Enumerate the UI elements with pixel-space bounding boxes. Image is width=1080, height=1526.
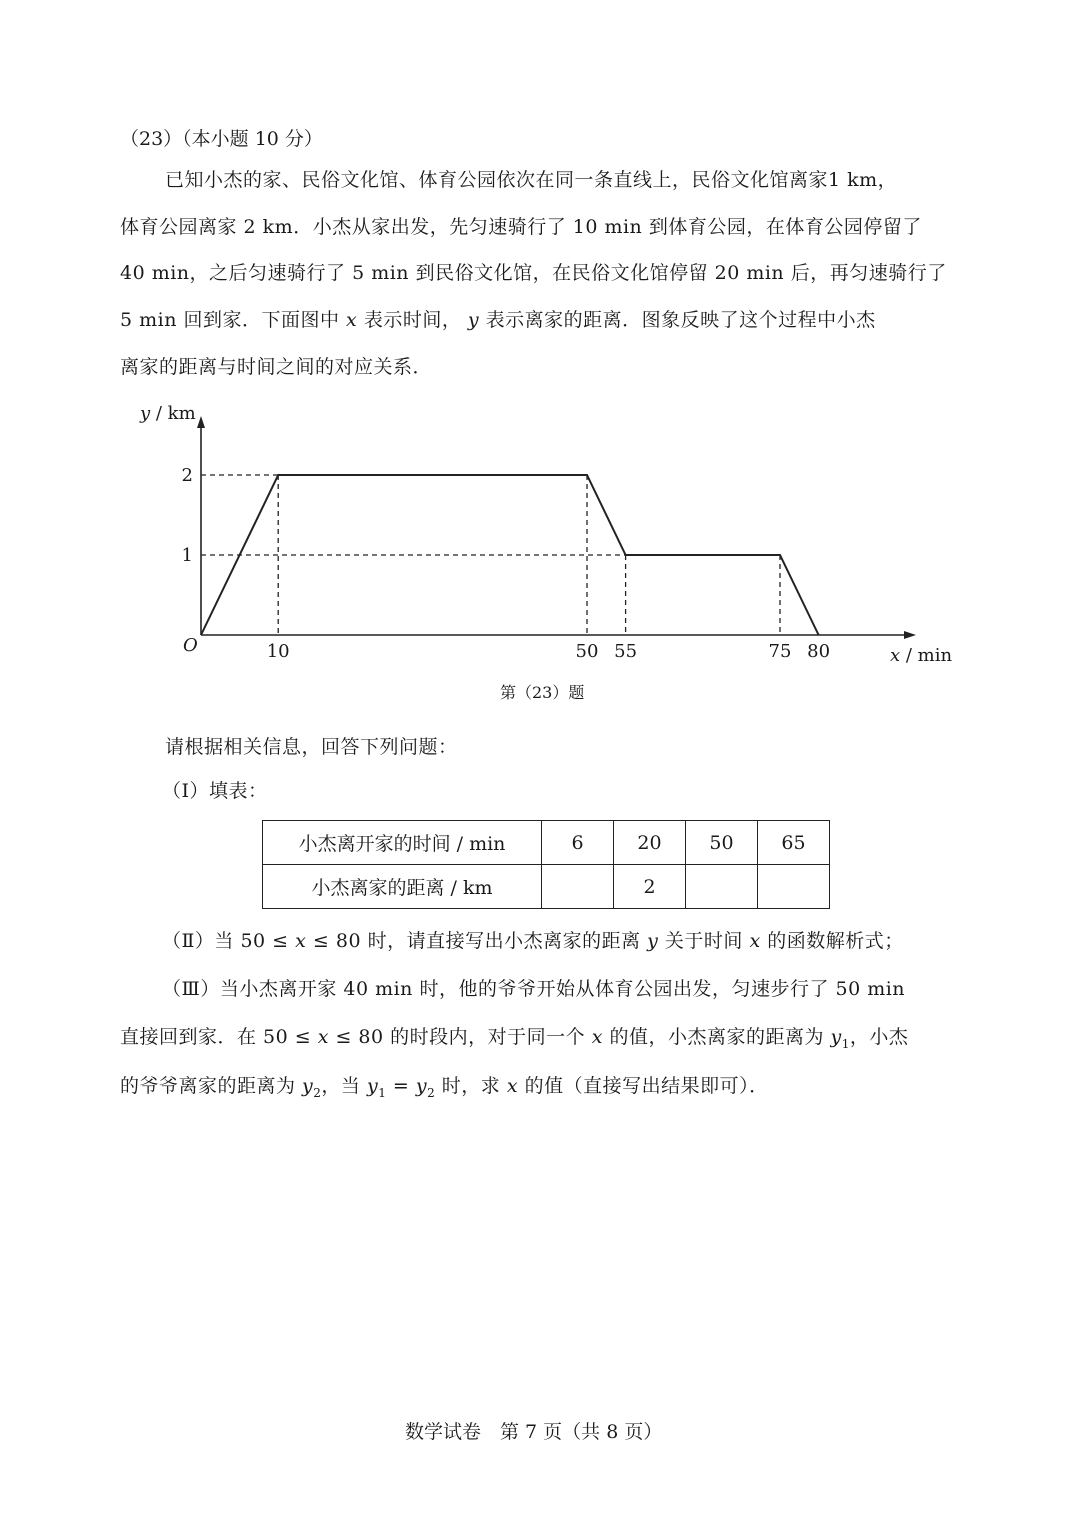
table-row xyxy=(263,821,830,865)
text: ，小杰 xyxy=(849,1026,909,1048)
table-blank-cell[interactable] xyxy=(686,865,758,909)
subscript: 2 xyxy=(313,1085,322,1100)
fill-in-table xyxy=(262,820,830,909)
subscript: 1 xyxy=(841,1036,850,1051)
text: 的爷爷离家的距离为 xyxy=(120,1075,303,1097)
problem-line-5: 离家的距离与时间之间的对应关系． xyxy=(120,356,433,378)
var-y: y xyxy=(415,1075,428,1097)
problem-line-2: 体育公园离家 2 km．小杰从家出发，先匀速骑行了 10 min 到体育公园，在体育公园停留了 xyxy=(120,216,922,238)
var-x: x xyxy=(295,930,307,952)
question-prompt: 请根据相关信息，回答下列问题： xyxy=(165,736,458,758)
var-x: x xyxy=(749,930,761,952)
text: 5 min 回到家．下面图中 xyxy=(120,309,340,331)
y-tick-label: 2 xyxy=(181,465,193,486)
text: = xyxy=(386,1075,416,1097)
table-blank-cell[interactable] xyxy=(542,865,614,909)
text: 的函数解析式； xyxy=(760,930,904,952)
table-cell: 2 xyxy=(614,865,686,909)
y-axis-label: y / km xyxy=(140,403,196,424)
var-x: x xyxy=(591,1026,603,1048)
x-tick-label: 75 xyxy=(768,641,792,662)
var-y: y xyxy=(366,1075,379,1097)
part-3-line-3 xyxy=(120,1077,769,1099)
table-blank-cell[interactable] xyxy=(758,865,830,909)
var-y: y xyxy=(647,930,659,952)
x-tick-label: 55 xyxy=(614,641,638,662)
table-header-distance: 小杰离家的距离 / km xyxy=(263,865,542,909)
y-axis-arrow xyxy=(197,416,205,428)
text: 表示离家的距离．图象反映了这个过程中小杰 xyxy=(485,309,876,331)
text: ，当 xyxy=(321,1075,367,1097)
part-1-label: （Ⅰ）填表： xyxy=(162,780,268,802)
x-tick-label: 50 xyxy=(575,641,599,662)
x-axis-arrow xyxy=(904,631,916,639)
subscript: 2 xyxy=(427,1085,436,1100)
table-cell: 65 xyxy=(758,821,830,865)
text: ≤ 80 的时段内，对于同一个 xyxy=(328,1026,592,1048)
part-2-question xyxy=(162,932,904,951)
text: （Ⅱ）当 50 ≤ xyxy=(162,930,296,952)
problem-header: （23）（本小题 10 分） xyxy=(120,128,323,150)
var-y: y xyxy=(302,1075,314,1097)
var-x: x xyxy=(317,1026,329,1048)
table-row xyxy=(263,865,830,909)
problem-line-1: 已知小杰的家、民俗文化馆、体育公园依次在同一条直线上，民俗文化馆离家1 km， xyxy=(165,169,898,191)
page-footer: 数学试卷 第 7 页（共 8 页） xyxy=(405,1421,663,1443)
x-tick-label: 10 xyxy=(266,641,290,662)
var-y: y xyxy=(830,1026,842,1048)
table-header-time: 小杰离开家的时间 / min xyxy=(263,821,542,865)
table-cell: 50 xyxy=(686,821,758,865)
table-cell: 20 xyxy=(614,821,686,865)
part-3-line-2 xyxy=(120,1028,908,1050)
var-y: y xyxy=(467,309,480,331)
text: 的值，小杰离家的距离为 xyxy=(602,1026,831,1048)
x-axis-label: x / min xyxy=(890,645,953,666)
y-tick-label: 1 xyxy=(181,545,193,566)
distance-time-chart xyxy=(130,392,970,672)
text: 直接回到家．在 50 ≤ xyxy=(120,1026,318,1048)
text: 时，求 xyxy=(435,1075,507,1097)
problem-line-3: 40 min，之后匀速骑行了 5 min 到民俗文化馆，在民俗文化馆停留 20 min 后，再匀速骑行了 xyxy=(120,262,947,284)
subscript: 1 xyxy=(378,1085,387,1100)
text: 关于时间 xyxy=(658,930,750,952)
x-tick-label: 80 xyxy=(807,641,831,662)
text: 表示时间， xyxy=(363,309,462,331)
origin-label: O xyxy=(183,635,198,656)
var-x: x xyxy=(506,1075,519,1097)
problem-line-4 xyxy=(120,311,876,330)
text: ≤ 80 时，请直接写出小杰离家的距离 xyxy=(306,930,648,952)
part-3-line-1: （Ⅲ）当小杰离开家 40 min 时，他的爷爷开始从体育公园出发，匀速步行了 50 min xyxy=(162,978,906,1000)
var-x: x xyxy=(346,309,358,331)
figure-caption: 第（23）题 xyxy=(500,683,585,702)
text: 的值（直接写出结果即可）． xyxy=(518,1075,769,1097)
table-cell: 6 xyxy=(542,821,614,865)
